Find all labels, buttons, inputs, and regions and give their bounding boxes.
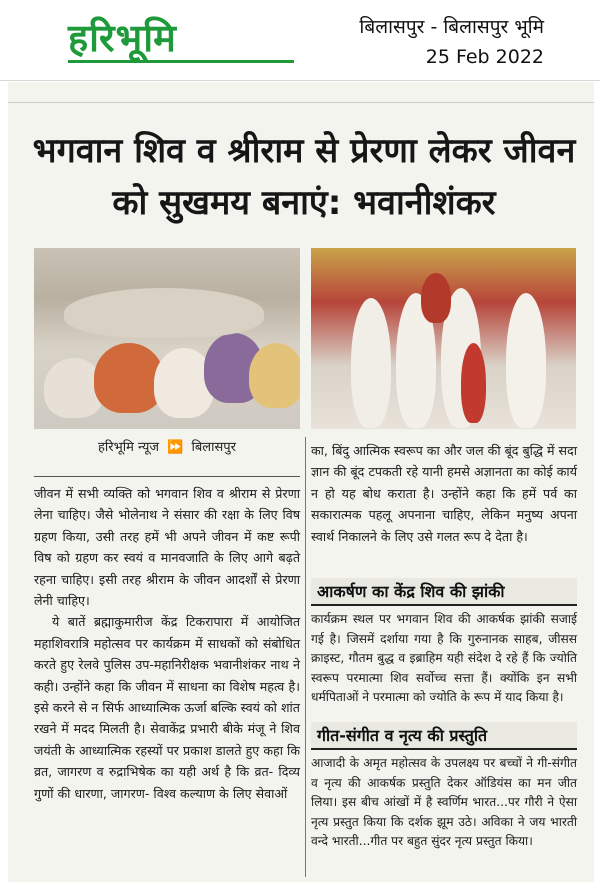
- article-column-2-bottom: आजादी के अमृत महोत्सव के उपलक्ष्य पर बच्चों ने गी-संगीत व नृत्य की आकर्षक प्रस्तुति देकर ऑडियंस का मन जीत लिया। इस बीच आंखों में है स्वर्णिम भारत...पर गौरी ने ऐसा नृत्य प्रस्तुत किया कि दर्शक झूम उठे। अविका ने जय भारती वन्दे भारती...गीत पर बहुत सुंदर नृत्य प्रस्तुत किया।: [311, 756, 577, 848]
- article-column-2-top: का, बिंदु आत्मिक स्वरूप का और जल की बूंद बुद्धि में सदा ज्ञान की बूंद टपकती रहे यानी हमसे अज्ञानता का कोई कार्य न हो यह बोध कराता है। उन्होंने कहा कि हमें पर्व का सकारात्मक पहलू अपनाना चाहिए, लेकिन मनुष्य अपना स्वार्थ निकालने के लिए उसे गलत रूप दे देता है।: [311, 443, 577, 544]
- clipping-top-rule: [8, 102, 594, 103]
- byline: [34, 437, 300, 461]
- newspaper-logo[interactable]: हरिभूमि: [68, 16, 177, 60]
- edition-label: बिलासपुर - बिलासपुर भूमि: [359, 16, 544, 38]
- subheading-shiv-tableau: आकर्षण का केंद्र शिव की झांकी: [311, 578, 577, 606]
- header-divider: [0, 80, 600, 81]
- paragraph-1: जीवन में सभी व्यक्ति को भगवान शिव व श्रीराम से प्रेरणा लेना चाहिए। जैसे भोलेनाथ ने संसार की रक्षा के लिए विष ग्रहण किया, उसी तरह हमें भी अपने जीवन में कष्ट रूपी विष को ग्रहण कर स्वयं व मानवजाति के लिए आगे बढ़ते रहना चाहिए। इसी तरह श्रीराम के जीवन आदर्शों से प्रेरणा लेनी चाहिए।: [34, 486, 300, 609]
- byline-source: हरिभूमि न्यूज: [98, 440, 160, 455]
- audience-photo: [34, 248, 300, 429]
- article-column-2-middle: कार्यक्रम स्थल पर भगवान शिव की आकर्षक झांकी सजाई गई है। जिसमें दर्शाया गया है कि गुरुनानक साहब, जीसस क्राइस्ट, गौतम बुद्ध व इब्राहिम यही संदेश दे रहे हैं कि ज्योति स्वरूप परमात्मा शिव सर्वोच्च सत्ता हैं। क्योंकि इन सभी धर्मपिताओं ने परमात्मा को ज्योति के रूप में याद किया है।: [311, 612, 577, 704]
- stage-photo: [311, 248, 576, 429]
- masthead: [0, 0, 600, 78]
- paragraph-2: ये बातें ब्रह्माकुमारीज केंद्र टिकरापारा में आयोजित महाशिवरात्रि महोत्सव पर कार्यक्रम में साधकों को संबोधित करते हुए रेलवे पुलिस उप-महानिरीक्षक भवानीशंकर नाथ ने कही। उन्होंने कहा कि जीवन में साधना का विशेष महत्व है। इसे करने से न सिर्फ आध्यात्मिक ऊर्जा बल्कि स्वयं को शांत रखने में मदद मिलती है। सेवाकेंद्र प्रभारी बीके मंजू ने शिव जयंती के आध्यात्मिक रहस्यों पर प्रकाश डालते हुए कहा कि व्रत, जागरण व रुद्राभिषेक का यही अर्थ है कि व्रत- दिव्य गुणों की धारणा, जागरण- विश्व कल्याण के लिए सेवाओं: [34, 614, 300, 801]
- publication-date: 25 Feb 2022: [425, 46, 544, 68]
- byline-place: बिलासपुर: [191, 440, 236, 455]
- subheading-music-dance: गीत-संगीत व नृत्य की प्रस्तुति: [311, 722, 577, 750]
- forward-arrow-icon: ⏩: [167, 440, 184, 455]
- article-headline: भगवान शिव व श्रीराम से प्रेरणा लेकर जीवन को सुखमय बनाएं: भवानीशंकर: [32, 131, 576, 223]
- logo-underline: [68, 60, 294, 63]
- article-column-1: [34, 476, 300, 804]
- column-divider: [305, 437, 306, 877]
